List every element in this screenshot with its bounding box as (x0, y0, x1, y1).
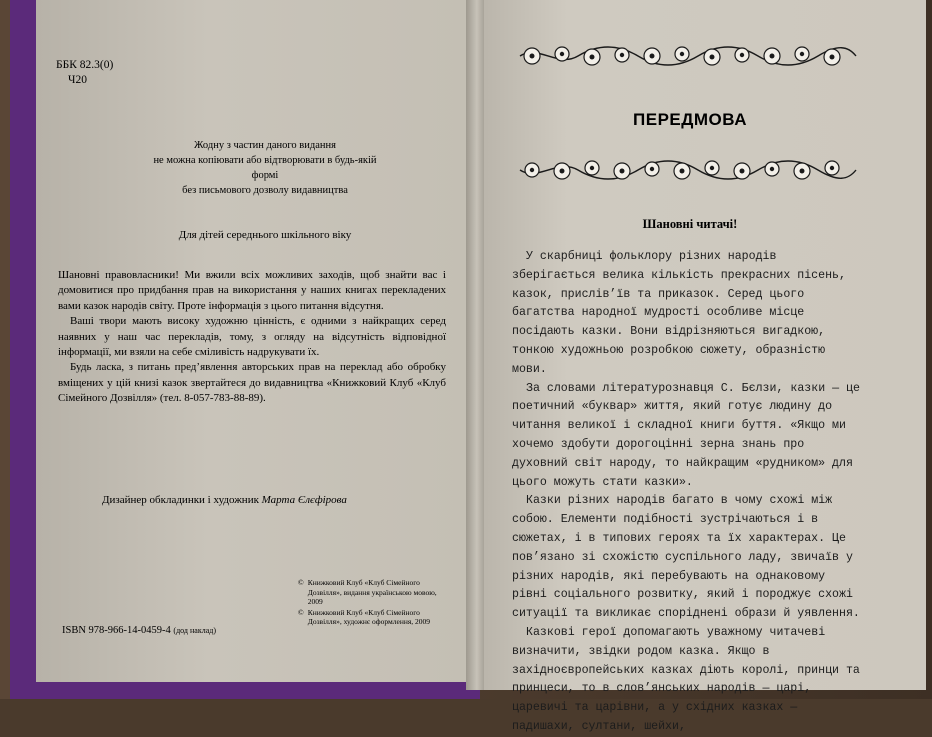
copyright-symbol: © (298, 607, 304, 617)
isbn-line (62, 623, 292, 638)
notice-line: не можна копіювати або відтворювати в будь-якій формі (153, 155, 377, 181)
flower-border-icon (518, 154, 858, 186)
preface-paragraph: У скарбниці фольклору різних народів зберігається велика кількість прекрасних пісень, казок, прислів’їв та приказок. Серед цього багатства народної мудрості особливе місце посідають казки. Вони відрізняються вигадкою, тонкою художньою розробкою сюжету, образністю мови. (512, 250, 846, 376)
designer-label: Дизайнер обкладинки і художник (102, 494, 259, 506)
preface-body (512, 248, 864, 737)
page-title: ПЕРЕДМОВА (633, 110, 747, 129)
copyright-block (298, 578, 448, 628)
audience-note: Для дітей середнього шкільного віку (178, 229, 352, 241)
rights-holders-notice (58, 268, 446, 407)
copyright-text: Книжковий Клуб «Клуб Сімейного Дозвілля», видання українською мовою, 2009 (307, 578, 437, 606)
bbk-classification (56, 58, 176, 88)
designer-credit (102, 493, 442, 508)
isbn-number: ISBN 978-966-14-0459-4 (62, 625, 171, 636)
rights-paragraph: Будь ласка, з питань пред’явлення авторських прав на переклад або обробку вміщених у цій книзі казок звертайтеся до видавництва «Книжковий Клуб «Клуб Сімейного Дозвілля» (тел. 8-057-783-88-89). (58, 361, 446, 405)
isbn-note: (дод наклад) (173, 626, 216, 635)
greeting: Шановні читачі! (642, 217, 738, 231)
copyright-item (298, 608, 448, 627)
copy-notice (150, 138, 380, 198)
notice-line: Жодну з частин даного видання (194, 140, 336, 151)
notice-line: без письмового дозволу видавництва (182, 185, 348, 196)
copyright-item (298, 578, 448, 607)
designer-name: Марта Єлєфірова (261, 494, 347, 506)
rights-paragraph: Шановні правовласники! Ми вжили всіх можливих заходів, щоб знайти вас і домовитися про придбання прав на використання у наших книгах перекладених вами казок народів світу. Проте інформація з цього питання відсутня. (58, 269, 446, 312)
preface-paragraph: Казки різних народів багато в чому схожі між собою. Елементи подібності зустрічаються і в сюжетах, і в типових героях та їх характерах. Це пов’язано зі схожістю суспільного ладу, звичаїв у різних народів, які перебувають на однаковому рівні соціального розвитку, який і породжує схожі ситуації та викликає споріднені образи й уявлення. (512, 494, 860, 621)
flower-border-icon (518, 40, 858, 72)
rights-paragraph: Ваші твори мають високу художню цінність, є одними з найкращих серед наявних у наш час перекладів, тому, з огляду на відсутність відповідної інформації, ми взяли на себе сміливість надрукувати їх. (58, 315, 446, 359)
copyright-text: Книжковий Клуб «Клуб Сімейного Дозвілля», художнє оформлення, 2009 (307, 607, 431, 626)
preface-paragraph: Казкові герої допомагають уважному читачеві визначити, звідки родом казка. Якщо в західноєвропейських казках діють королі, принци та принцеси, то в слов’янських народів — царі, царевичі та царівни, а у східних казках — падишахи, султани, шейхи, (512, 625, 860, 733)
author-code: Ч20 (68, 74, 87, 86)
book-gutter (466, 0, 484, 690)
bbk-code: ББК 82.3(0) (56, 59, 114, 71)
preface-paragraph: За словами літературознавця С. Бєлзи, казки — це поетичний «буквар» життя, який готує людину до читання великої і складної книги буття. «Якщо ми хочемо здобути дорогоцінні зерна знань про духовний світ народу, то найкращим «рудником» для цього можуть стати казки». (512, 381, 860, 489)
copyright-symbol: © (298, 578, 304, 587)
